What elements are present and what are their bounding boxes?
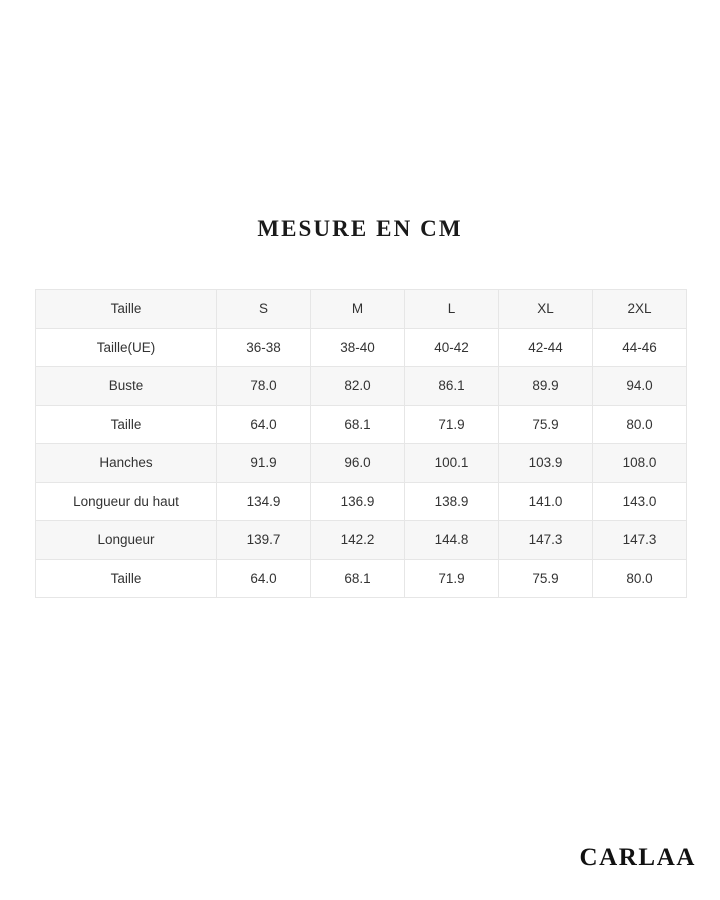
table-row (36, 367, 687, 406)
table-row (36, 405, 687, 444)
table-cell: M (311, 290, 405, 329)
table-cell: 143.0 (593, 482, 687, 521)
table-cell: 108.0 (593, 444, 687, 483)
table-cell: 36-38 (217, 328, 311, 367)
table-cell: 80.0 (593, 405, 687, 444)
table-row (36, 290, 687, 329)
table-cell: 82.0 (311, 367, 405, 406)
table-cell: L (405, 290, 499, 329)
table-row (36, 482, 687, 521)
table-cell: 68.1 (311, 559, 405, 598)
table-cell: 91.9 (217, 444, 311, 483)
size-table (35, 289, 687, 598)
table-cell: Taille (36, 290, 217, 329)
table-cell: 86.1 (405, 367, 499, 406)
table-row (36, 328, 687, 367)
table-cell: 38-40 (311, 328, 405, 367)
table-cell: 100.1 (405, 444, 499, 483)
table-cell: 75.9 (499, 559, 593, 598)
table-cell: Longueur du haut (36, 482, 217, 521)
table-cell: S (217, 290, 311, 329)
table-cell: 80.0 (593, 559, 687, 598)
table-cell: 142.2 (311, 521, 405, 560)
table-cell: 144.8 (405, 521, 499, 560)
table-cell: 64.0 (217, 405, 311, 444)
table-cell: Hanches (36, 444, 217, 483)
table-row (36, 559, 687, 598)
table-cell: 78.0 (217, 367, 311, 406)
table-cell: 71.9 (405, 405, 499, 444)
table-cell: 89.9 (499, 367, 593, 406)
table-cell: Buste (36, 367, 217, 406)
table-cell: 71.9 (405, 559, 499, 598)
table-cell: 136.9 (311, 482, 405, 521)
table-row (36, 444, 687, 483)
table-cell: 64.0 (217, 559, 311, 598)
table-cell: 68.1 (311, 405, 405, 444)
table-cell: 138.9 (405, 482, 499, 521)
table-cell: 96.0 (311, 444, 405, 483)
table-cell: 40-42 (405, 328, 499, 367)
table-cell: 103.9 (499, 444, 593, 483)
table-cell: XL (499, 290, 593, 329)
table-cell: 147.3 (499, 521, 593, 560)
table-cell: 75.9 (499, 405, 593, 444)
brand-logo: CARLAA (579, 844, 696, 871)
table-cell: 147.3 (593, 521, 687, 560)
table-cell: Longueur (36, 521, 217, 560)
table-cell: 141.0 (499, 482, 593, 521)
table-row (36, 521, 687, 560)
table-cell: Taille (36, 405, 217, 444)
table-cell: 134.9 (217, 482, 311, 521)
table-cell: 2XL (593, 290, 687, 329)
table-cell: 94.0 (593, 367, 687, 406)
table-cell: Taille (36, 559, 217, 598)
table-cell: Taille(UE) (36, 328, 217, 367)
table-cell: 139.7 (217, 521, 311, 560)
table-cell: 44-46 (593, 328, 687, 367)
page-title: MESURE EN CM (257, 216, 463, 241)
size-table-container (35, 289, 686, 598)
table-cell: 42-44 (499, 328, 593, 367)
